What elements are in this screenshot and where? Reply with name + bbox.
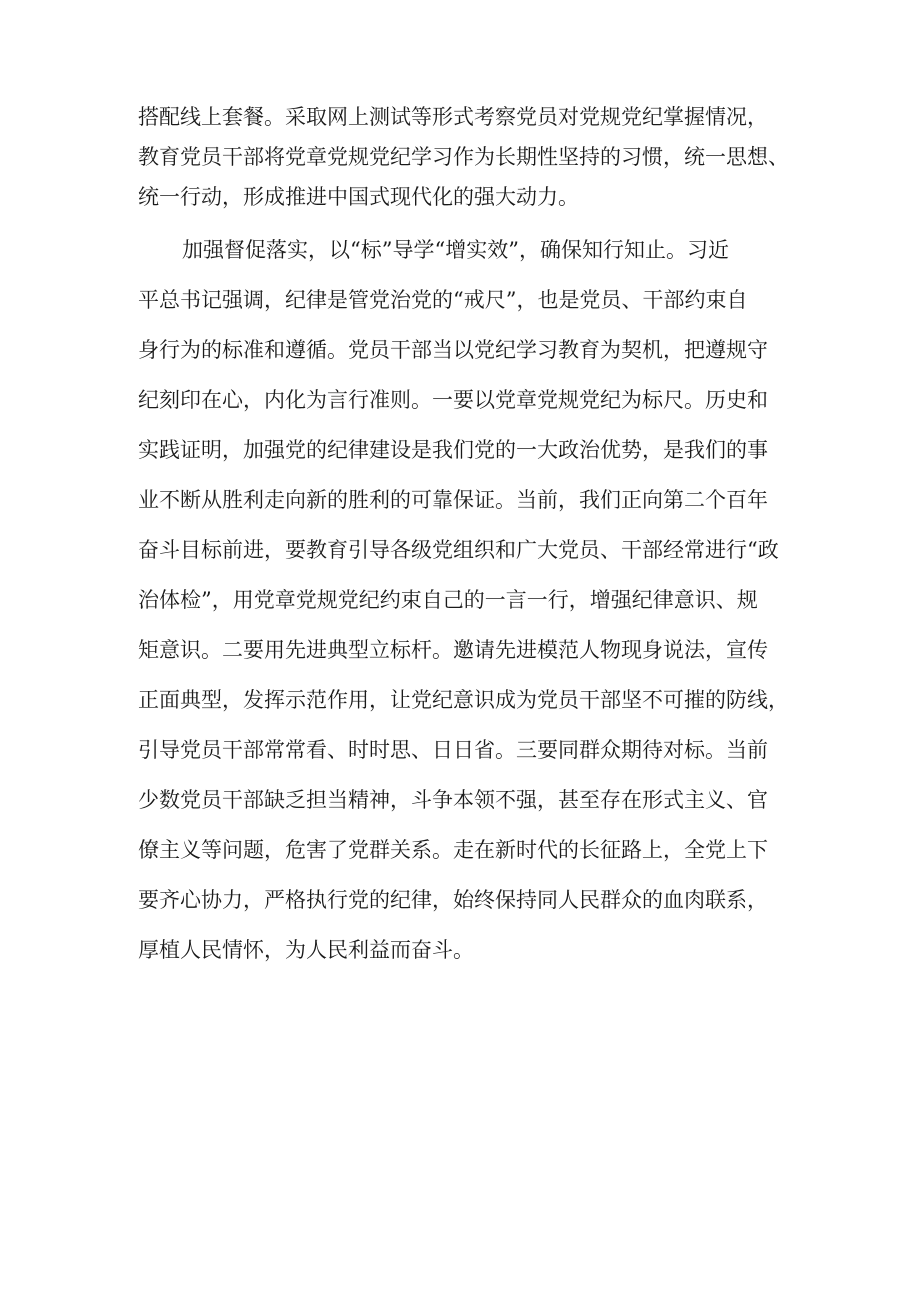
paragraph-1-line-1: 搭配线上套餐。采取网上测试等形式考察党员对党规党纪掌握情况， <box>138 105 768 129</box>
paragraph-2-line-8: 治体检”，用党章党规党纪约束自己的一言一行，增强纪律意识、规 <box>138 588 758 612</box>
paragraph-2-line-11: 引导党员干部常常看、时时思、日日省。三要同群众期待对标。当前 <box>138 738 768 762</box>
paragraph-2-line-10: 正面典型，发挥示范作用，让党纪意识成为党员干部坚不可摧的防线， <box>138 688 789 712</box>
paragraph-2-line-1: 加强督促落实，以“标”导学“增实效”，确保知行知止。习近 <box>182 238 729 262</box>
paragraph-1-line-2: 教育党员干部将党章党规党纪学习作为长期性坚持的习惯，统一思想、 <box>138 145 789 169</box>
paragraph-1-line-3: 统一行动，形成推进中国式现代化的强大动力。 <box>138 185 579 209</box>
paragraph-2-line-15: 厚植人民情怀，为人民利益而奋斗。 <box>138 938 474 962</box>
paragraph-2-line-2: 平总书记强调，纪律是管党治党的“戒尺”，也是党员、干部约束自 <box>138 288 748 312</box>
paragraph-2-line-3: 身行为的标准和遵循。党员干部当以党纪学习教育为契机，把遵规守 <box>138 338 768 362</box>
paragraph-2-line-4: 纪刻印在心，内化为言行准则。一要以党章党规党纪为标尺。历史和 <box>138 388 768 412</box>
paragraph-2-line-7: 奋斗目标前进，要教育引导各级党组织和广大党员、干部经常进行“政 <box>138 538 779 562</box>
paragraph-2-line-6: 业不断从胜利走向新的胜利的可靠保证。当前，我们正向第二个百年 <box>138 488 768 512</box>
paragraph-2-line-12: 少数党员干部缺乏担当精神，斗争本领不强，甚至存在形式主义、官 <box>138 788 768 812</box>
paragraph-2-line-14: 要齐心协力，严格执行党的纪律，始终保持同人民群众的血肉联系， <box>138 888 768 912</box>
paragraph-2-line-9: 矩意识。二要用先进典型立标杆。邀请先进模范人物现身说法，宣传 <box>138 638 768 662</box>
paragraph-2-line-5: 实践证明，加强党的纪律建设是我们党的一大政治优势，是我们的事 <box>138 438 768 462</box>
paragraph-2-line-13: 僚主义等问题，危害了党群关系。走在新时代的长征路上，全党上下 <box>138 838 768 862</box>
